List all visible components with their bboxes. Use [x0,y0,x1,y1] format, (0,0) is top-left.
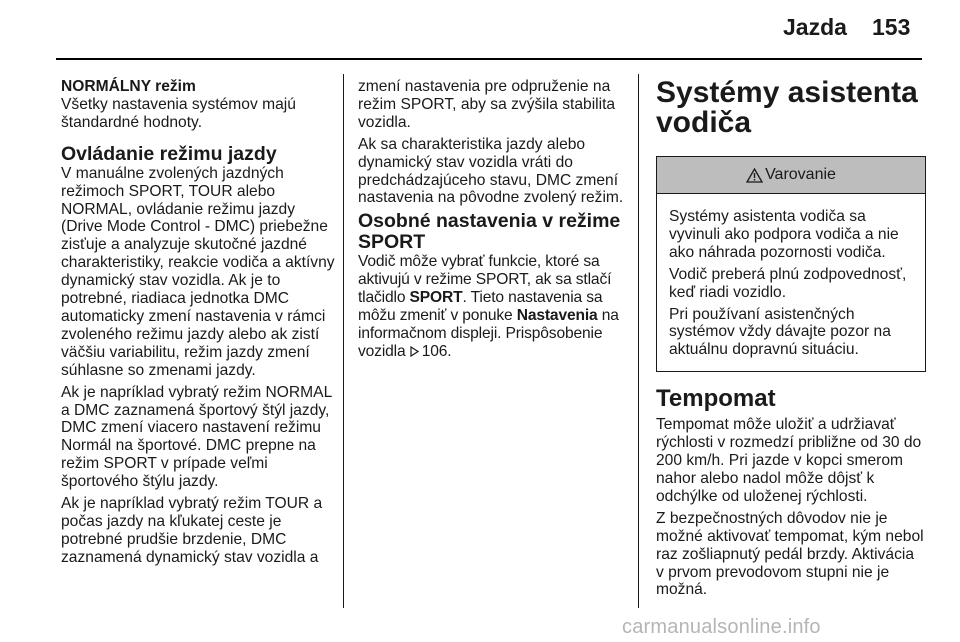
page-header-title: Jazda [783,14,847,40]
column-1 [61,78,336,571]
normal-mode-label: NORMÁLNY režim [61,78,196,95]
personal-text-middle: . Tieto nastavenia sa môžu zmeniť v ponuke [358,289,603,325]
page-number: 153 [872,14,911,40]
cruise-control-paragraph-2: Z bezpečnostných dôvodov nie je možné aktivovať tempomat, kým nebol raz zošliapnutý pedál brzdy. Aktivácia v prvom prevodovom stupni nie je možná. [656,509,924,599]
cruise-control-paragraph-1: Tempomat môže uložiť a udržiavať rýchlosti v rozmedzí približne od 30 do 200 km/h. Pri jazde v kopci smerom nahor alebo nadol môže dôjsť k odchýlke od uloženej rýchlosti. [656,416,922,505]
dmc-paragraph-4: Ak sa charakteristika jazdy alebo dynamický stav vozidla vráti do predchádzajúceho stavu, DMC zmení nastavenia na pôvodne zvolený režim. [358,135,624,207]
warning-label: Varovanie [765,166,836,184]
page-reference: 106. [421,342,452,360]
dmc-heading: Ovládanie režimu jazdy [61,142,277,165]
warning-header [657,157,925,194]
header-rule [56,58,922,60]
column-divider-left [343,74,344,608]
sport-button-label: SPORT [409,289,463,307]
dmc-paragraph-continued: zmení nastavenia pre odpruženie na režim SPORT, aby sa zvýšila stabilita vozidla. [358,78,616,131]
warning-box [656,156,926,372]
column-2 [358,78,626,365]
warning-triangle-icon [746,168,763,183]
warning-paragraph-3: Pri používaní asistenčných systémov vždy dávajte pozor na aktuálnu dopravnú situáciu. [669,305,891,359]
warning-body [657,194,925,371]
dmc-paragraph-2: Ak je napríklad vybratý režim NORMAL a DMC zaznamená športový štýl jazdy, DMC zmení viacero nastavení režimu Normál na športové. DMC prepne na režim SPORT v prípade veľmi športového štýlu jazdy. [61,383,332,491]
dmc-paragraph-1: V manuálne zvolených jazdných režimoch SPORT, TOUR alebo NORMAL, ovládanie režimu jazdy (Drive Mode Control - DMC) priebežne zisťuje a analyzuje skutočné jazdné charakteristiky, reakcie vodiča a aktívny dynamický stav vozidla. Ak je to potrebné, riadiaca jednotka DMC automaticky zmení nastavenia v rámci zvoleného režimu jazdy alebo ak zistí väčšiu variabilitu, režim jazdy zmení súhlasne so zmenami jazdy. [61,164,335,379]
column-3 [656,78,926,603]
warning-paragraph-1: Systémy asistenta vodiča sa vyvinuli ako podpora vodiča a nie ako náhrada pozornosti vodiča. [669,208,899,261]
dmc-paragraph-3: Ak je napríklad vybratý režim TOUR a počas jazdy na kľukatej ceste je potrebné prudšie brzdenie, DMC zaznamená dynamický stav vozidla a [61,495,323,566]
normal-mode-text: Všetky nastavenia systémov majú štandardné hodnoty. [61,95,296,131]
personal-settings-heading: Osobné nastavenia v režime SPORT [358,210,621,254]
personal-settings-text [358,253,626,360]
column-divider-right [638,74,639,608]
personal-text-start: Vodič môže vybrať funkcie, ktoré sa aktivujú v režime SPORT, ak sa stlačí tlačidlo [358,253,612,307]
cruise-control-heading: Tempomat [656,385,776,413]
personal-text-end: na informačnom displeji. Prispôsobenie vozidla [358,307,619,360]
watermark: carmanualsonline.info [622,616,821,638]
page-reference-arrow-icon [410,346,419,357]
settings-menu-label: Nastavenia [516,307,598,325]
warning-paragraph-2: Vodič preberá plnú zodpovednosť, keď riadi vozidlo. [669,265,907,301]
driver-assistance-heading: Systémy asistenta vodiča [656,76,918,139]
